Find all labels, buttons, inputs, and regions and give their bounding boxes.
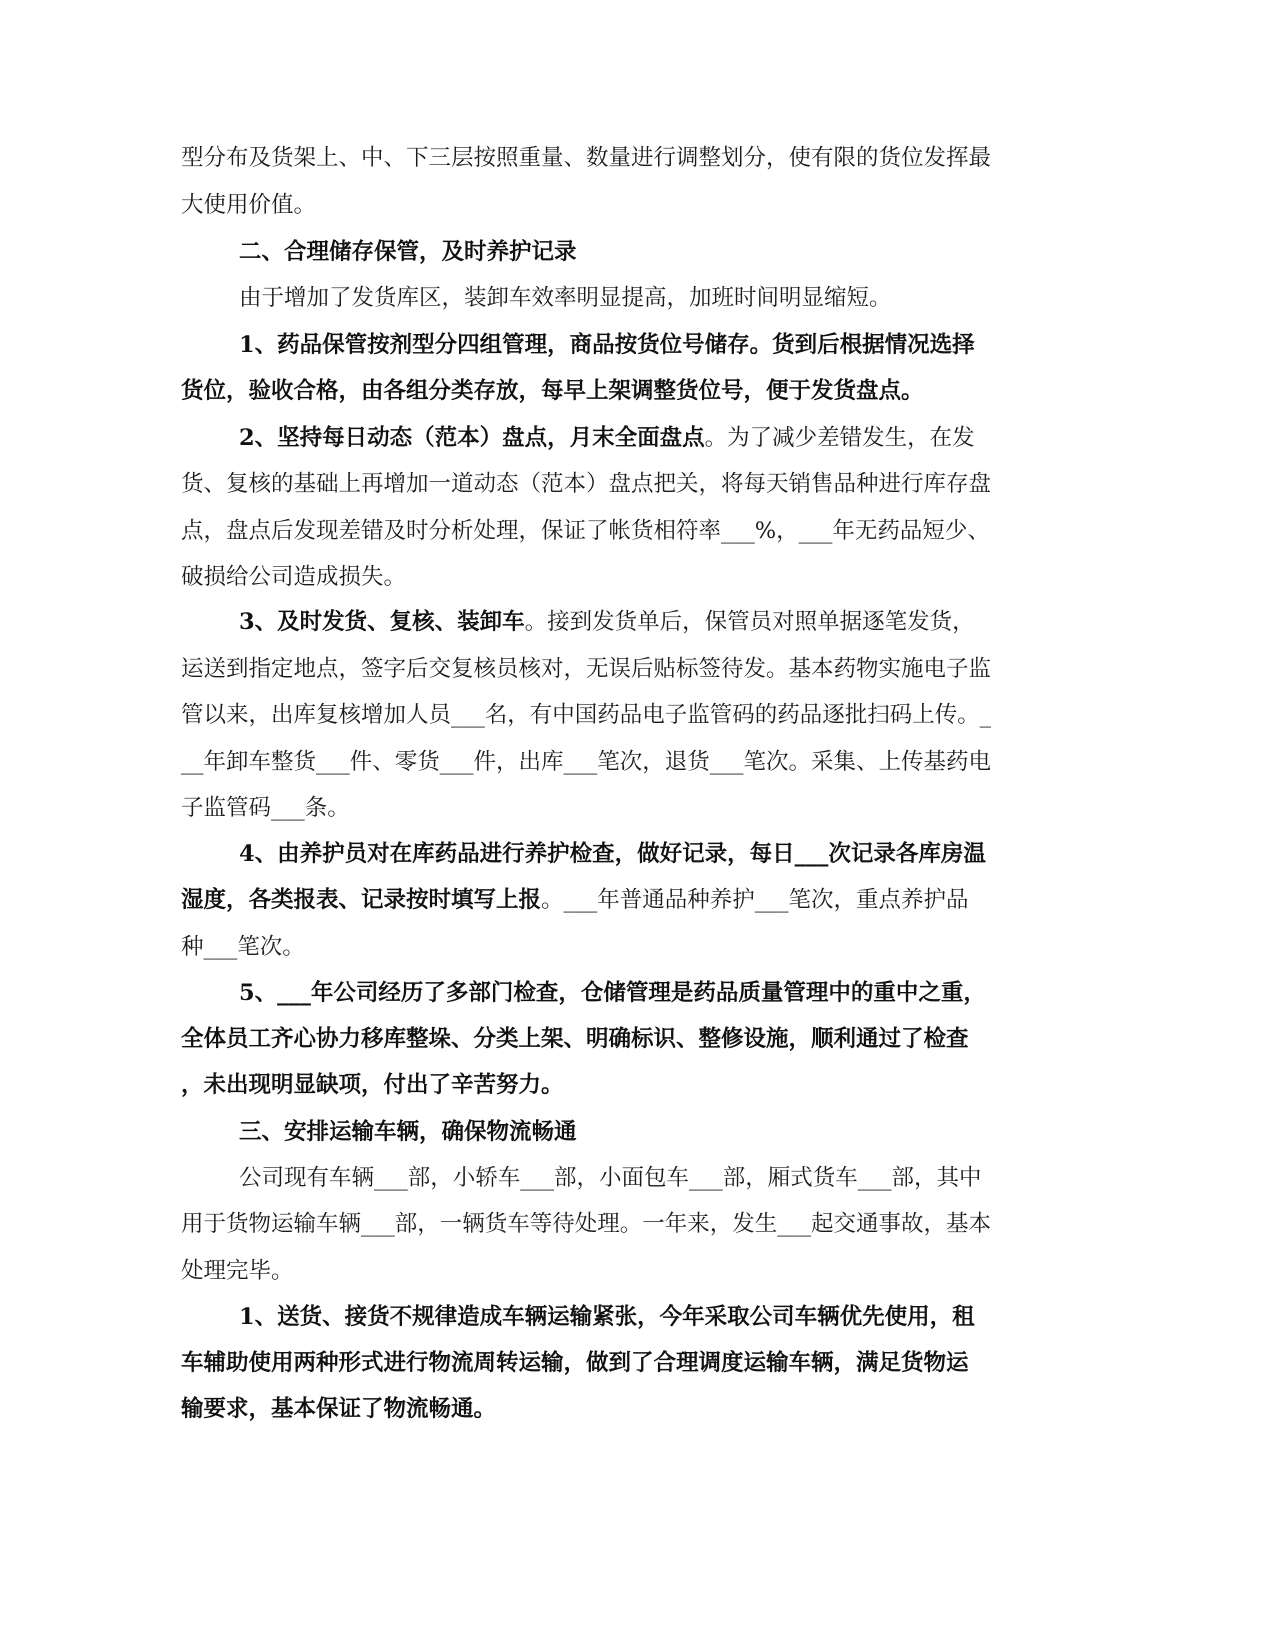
- numbered-item-line: 1、药品保管按剂型分四组管理，商品按货位号储存。货到后根据情况选择: [239, 332, 975, 358]
- body-text-line: 输要求，基本保证了物流畅通。: [181, 1396, 497, 1422]
- body-text-line: 子监管码___条。: [181, 795, 350, 821]
- body-text-line: 处理完毕。: [181, 1258, 294, 1284]
- item-text: 。接到发货单后，保管员对照单据逐笔发货，: [524, 609, 975, 635]
- body-text-line: 由于增加了发货库区，装卸车效率明显提高，加班时间明显缩短。: [239, 285, 892, 311]
- body-text-line: __年卸车整货___件、零货___件，出库___笔次，退货___笔次。采集、上传基药电: [181, 749, 992, 775]
- body-text-line: 公司现有车辆___部，小轿车___部，小面包车___部，厢式货车___部，其中: [239, 1165, 982, 1191]
- section-heading: 三、安排运输车辆，确保物流畅通: [239, 1119, 577, 1145]
- numbered-item-line: [239, 423, 975, 453]
- numbered-item-line: 4、由养护员对在库药品进行养护检查，做好记录，每日___次记录各库房温: [239, 841, 986, 867]
- body-text-line: 货、复核的基础上再增加一道动态（范本）盘点把关，将每天销售品种进行库存盘: [181, 471, 992, 497]
- item-text: 。为了减少差错发生，在发: [704, 425, 975, 451]
- body-text-line: 车辅助使用两种形式进行物流周转运输，做到了合理调度运输车辆，满足货物运: [181, 1350, 969, 1376]
- item-lead-bold: 2、坚持每日动态（范本）盘点，月末全面盘点: [239, 425, 705, 451]
- section-heading: 二、合理储存保管，及时养护记录: [239, 239, 577, 265]
- body-text-line: ，未出现明显缺项，付出了辛苦努力。: [181, 1072, 564, 1098]
- body-text-line: 全体员工齐心协力移库整垛、分类上架、明确标识、整修设施，顺利通过了检查: [181, 1026, 969, 1052]
- body-text-line: 点，盘点后发现差错及时分析处理，保证了帐货相符率___%，___年无药品短少、: [181, 518, 990, 544]
- body-text-line: 型分布及货架上、中、下三层按照重量、数量进行调整划分，使有限的货位发挥最: [181, 145, 992, 171]
- body-text-line: [181, 885, 969, 915]
- body-text-line: 破损给公司造成损失。: [181, 564, 407, 590]
- body-text-line: 种___笔次。: [181, 934, 305, 960]
- body-text-line: 运送到指定地点，签字后交复核员核对，无误后贴标签待发。基本药物实施电子监: [181, 656, 992, 682]
- numbered-item-line: 5、___年公司经历了多部门检查，仓储管理是药品质量管理中的重中之重，: [239, 980, 986, 1006]
- item-lead-bold: 湿度，各类报表、记录按时填写上报: [181, 887, 542, 913]
- body-text-line: 用于货物运输车辆___部，一辆货车等待处理。一年来，发生___起交通事故，基本: [181, 1211, 992, 1237]
- item-text: 。___年普通品种养护___笔次，重点养护品: [541, 887, 969, 913]
- numbered-item-line: 1、送货、接货不规律造成车辆运输紧张，今年采取公司车辆优先使用，租: [239, 1304, 975, 1330]
- body-text-line: 大使用价值。: [181, 192, 317, 218]
- numbered-item-line: [239, 607, 975, 637]
- body-text-line: 管以来，出库复核增加人员___名，有中国药品电子监管码的药品逐批扫码上传。_: [181, 702, 992, 728]
- numbered-item-line: 货位，验收合格，由各组分类存放，每早上架调整货位号，便于发货盘点。: [181, 378, 924, 404]
- item-lead-bold: 3、及时发货、复核、装卸车: [239, 609, 525, 635]
